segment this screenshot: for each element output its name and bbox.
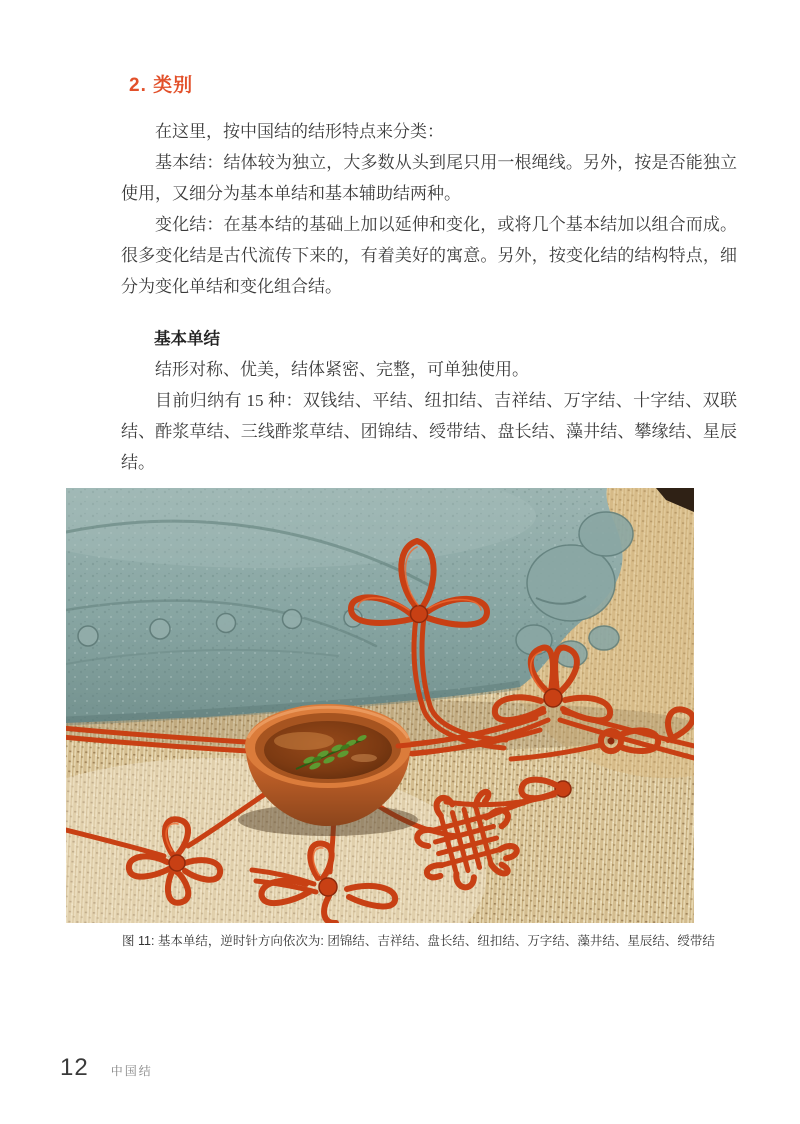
page-title: 2. 类别 [129,75,194,96]
paragraph: 在这里，按中国结的结形特点来分类： [155,122,444,141]
paragraph: 基本结：结体较为独立，大多数从头到尾只用一根绳线。另外，按是否能独立使用，又细分为基本单结和基本辅助结两种。 [121,153,737,203]
figure-caption: 图 11: 基本单结，逆时针方向依次为: 团锦结、吉祥结、盘长结、纽扣结、万字结、藻井结、星辰结、绶带结 [122,934,715,948]
paragraph: 结形对称、优美，结体紧密、完整，可单独使用。 [155,360,529,379]
figure-photo [66,488,694,923]
section-subheading: 基本单结 [154,329,220,348]
book-title: 中国结 [110,1064,153,1078]
paragraph: 变化结：在基本结的基础上加以延伸和变化，或将几个基本结加以组合而成。很多变化结是古代流传下来的，有着美好的寓意。另外，按变化结的结构特点，细分为变化单结和变化组合结。 [121,215,737,296]
body-text [121,116,737,478]
knots-photo-illustration [66,488,694,923]
page-number: 12 [60,1054,89,1081]
paragraph: 目前归纳有 15 种：双钱结、平结、纽扣结、吉祥结、万字结、十字结、双联结、酢浆草结、三线酢浆草结、团锦结、绶带结、盘长结、藻井结、攀缘结、星辰结。 [121,391,737,472]
tea-bowl [238,704,418,836]
page-footer [60,1054,153,1082]
